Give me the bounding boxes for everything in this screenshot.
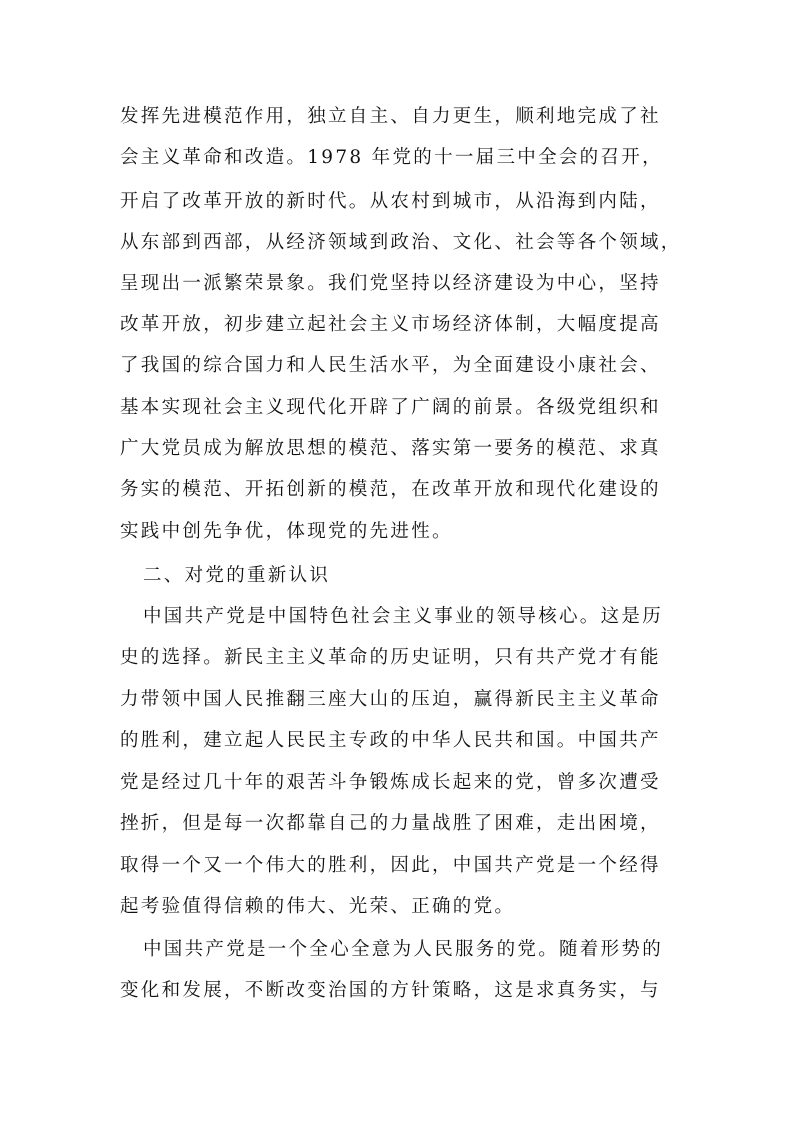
text-line: 党是经过几十年的艰苦斗争锻炼成长起来的党，曾多次遭受 bbox=[120, 772, 661, 793]
text-line: 改革开放，初步建立起社会主义市场经济体制，大幅度提高 bbox=[120, 314, 661, 335]
text-line: 起考验值得信赖的伟大、光荣、正确的党。 bbox=[120, 896, 516, 917]
text-line: 了我国的综合国力和人民生活水平，为全面建设小康社会、 bbox=[120, 355, 661, 376]
text-line: 呈现出一派繁荣景象。我们党坚持以经济建设为中心，坚持 bbox=[120, 273, 661, 294]
text-line: 取得一个又一个伟大的胜利，因此，中国共产党是一个经得 bbox=[120, 855, 661, 876]
text-line: 变化和发展，不断改变治国的方针策略，这是求真务实，与 bbox=[120, 980, 661, 1001]
text-line: 广大党员成为解放思想的模范、落实第一要务的模范、求真 bbox=[120, 438, 661, 459]
text-line: 的胜利，建立起人民民主专政的中华人民共和国。中国共产 bbox=[120, 730, 661, 751]
text-line: 从东部到西部，从经济领域到政治、文化、社会等各个领域， bbox=[120, 232, 682, 253]
text-line: 务实的模范、开拓创新的模范，在改革开放和现代化建设的 bbox=[120, 479, 661, 500]
text-line: 发挥先进模范作用，独立自主、自力更生，顺利地完成了社 bbox=[120, 106, 661, 127]
text-line: 挫折，但是每一次都靠自己的力量战胜了困难，走出困境， bbox=[120, 813, 661, 834]
text-line: 基本实现社会主义现代化开辟了广阔的前景。各级党组织和 bbox=[120, 397, 661, 418]
text-line: 会主义革命和改造。1978 年党的十一届三中全会的召开， bbox=[120, 147, 663, 168]
text-line: 开启了改革开放的新时代。从农村到城市，从沿海到内陆， bbox=[120, 191, 661, 212]
text-line: 史的选择。新民主主义革命的历史证明，只有共产党才有能 bbox=[120, 647, 661, 668]
text-line: 力带领中国人民推翻三座大山的压迫，赢得新民主主义革命 bbox=[120, 689, 661, 710]
section-heading: 二、对党的重新认识 bbox=[143, 565, 331, 586]
text-line: 实践中创先争优，体现党的先进性。 bbox=[120, 521, 453, 542]
paragraph-first-line: 中国共产党是中国特色社会主义事业的领导核心。这是历 bbox=[143, 606, 664, 627]
paragraph-first-line: 中国共产党是一个全心全意为人民服务的党。随着形势的 bbox=[143, 939, 664, 960]
